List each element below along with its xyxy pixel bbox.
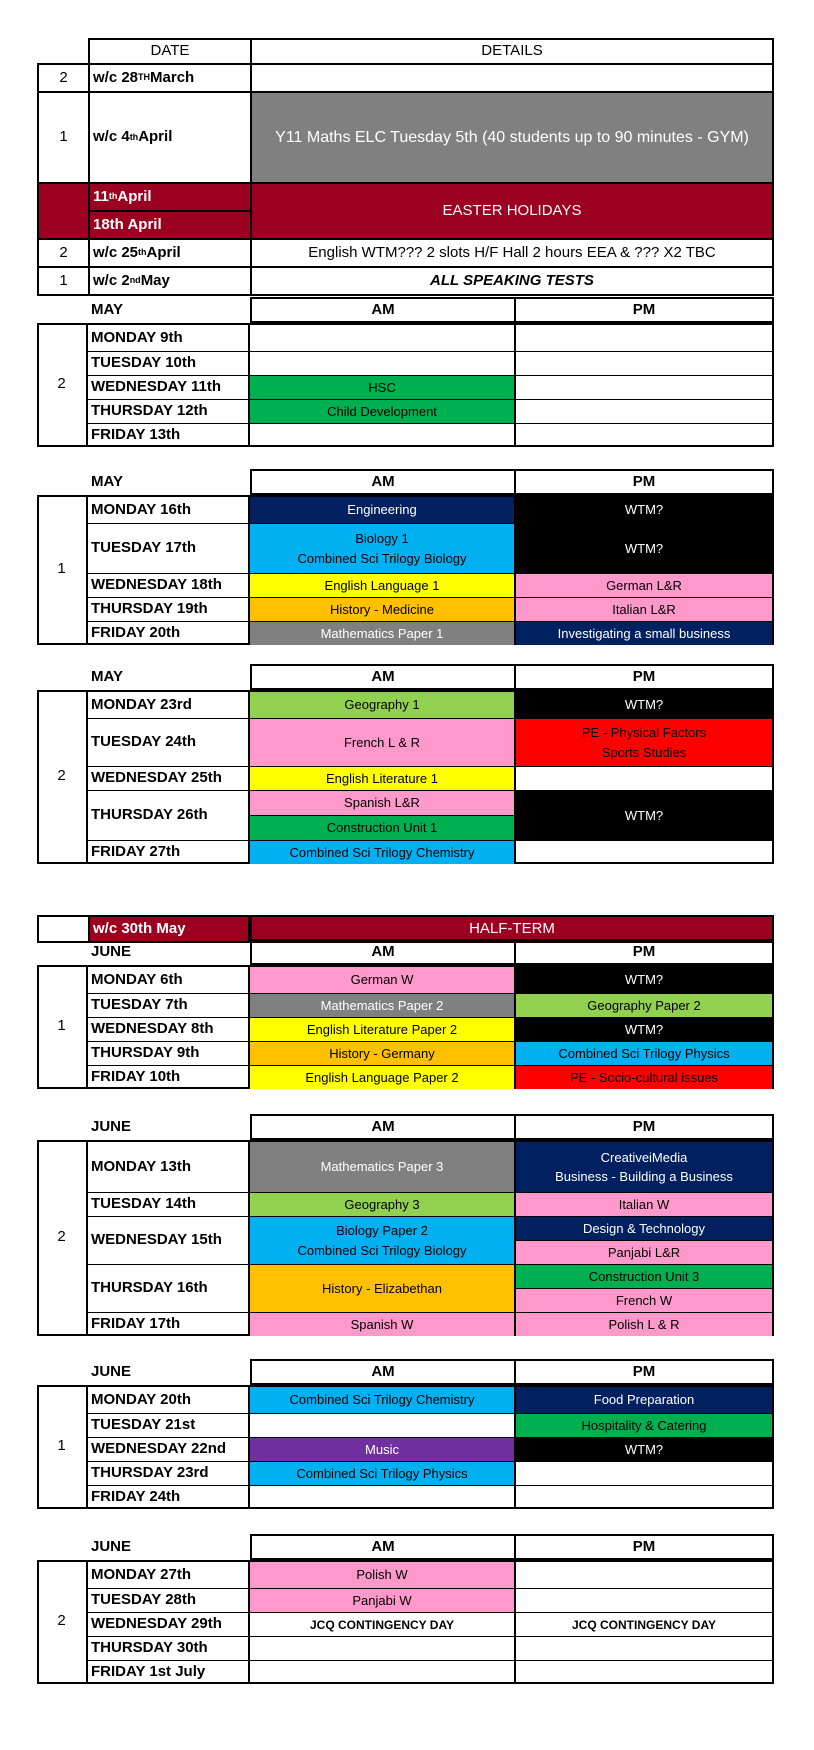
am-exam: Mathematics Paper 1: [250, 621, 514, 645]
week-commencing-date: w/c 25 th April: [88, 238, 252, 268]
month-header: MAY: [91, 667, 123, 685]
week-commencing-date: w/c 4 th April: [88, 91, 252, 184]
pm-exam: [514, 1660, 772, 1684]
pm-exam: [514, 351, 772, 375]
day-label: MONDAY 9th: [88, 325, 250, 351]
month-header: JUNE: [91, 1537, 132, 1555]
am-exam: JCQ CONTINGENCY DAY: [250, 1612, 514, 1636]
am-exam: Combined Sci Trilogy Chemistry: [250, 1387, 514, 1413]
week-number: 2: [37, 1560, 88, 1682]
day-label: WEDNESDAY 18th: [88, 573, 250, 597]
pm-exam: [514, 1461, 772, 1485]
pm-exam: WTM?: [514, 1437, 772, 1461]
pm-exam: Polish L & R: [514, 1312, 772, 1336]
am-exam: [250, 1660, 514, 1684]
details-cell: English WTM??? 2 slots H/F Hall 2 hours EEA & ??? X2 TBC: [250, 238, 774, 268]
week-number: 1: [37, 266, 90, 296]
day-label: WEDNESDAY 29th: [88, 1612, 250, 1636]
am-exam: [250, 423, 514, 447]
pm-exam: [514, 1485, 772, 1509]
pm-header: PM: [514, 469, 774, 495]
details-cell: ALL SPEAKING TESTS: [250, 266, 774, 296]
pm-exam: Construction Unit 3: [514, 1264, 772, 1288]
details-cell: Y11 Maths ELC Tuesday 5th (40 students up to 90 minutes - GYM): [250, 91, 774, 184]
am-exam: Mathematics Paper 2: [250, 993, 514, 1017]
day-label: WEDNESDAY 25th: [88, 766, 250, 790]
pm-exam: [514, 840, 772, 864]
details-cell: [250, 63, 774, 93]
day-label: TUESDAY 7th: [88, 993, 250, 1017]
day-label: THURSDAY 16th: [88, 1264, 250, 1312]
day-label: FRIDAY 10th: [88, 1065, 250, 1089]
am-exam: Engineering: [250, 497, 514, 523]
am-exam: [250, 1485, 514, 1509]
holiday-date: 11 th April: [88, 182, 252, 212]
am-exam: Spanish W: [250, 1312, 514, 1336]
month-header: MAY: [91, 300, 123, 318]
day-label: TUESDAY 24th: [88, 718, 250, 766]
week-number: 1: [37, 495, 88, 643]
day-label: WEDNESDAY 8th: [88, 1017, 250, 1041]
am-exam: English Literature Paper 2: [250, 1017, 514, 1041]
pm-exam: German L&R: [514, 573, 772, 597]
pm-header: PM: [514, 1534, 774, 1560]
pm-exam: PE - Socio-cultural issues: [514, 1065, 772, 1089]
pm-exam: WTM?: [514, 692, 772, 718]
am-exam: English Language Paper 2: [250, 1065, 514, 1089]
am-exam: Spanish L&R: [250, 790, 514, 815]
day-label: TUESDAY 17th: [88, 523, 250, 573]
am-exam: [250, 1413, 514, 1437]
pm-exam: Italian W: [514, 1192, 772, 1216]
pm-exam: French W: [514, 1288, 772, 1312]
am-exam: [250, 325, 514, 351]
am-exam: English Language 1: [250, 573, 514, 597]
am-exam: [250, 1636, 514, 1660]
am-exam: History - Elizabethan: [250, 1264, 514, 1312]
pm-header: PM: [514, 1114, 774, 1140]
day-label: MONDAY 23rd: [88, 692, 250, 718]
easter-holidays-label: EASTER HOLIDAYS: [442, 201, 582, 219]
day-label: MONDAY 6th: [88, 967, 250, 993]
pm-exam: Investigating a small business: [514, 621, 772, 645]
pm-header: PM: [514, 664, 774, 690]
pm-exam: Hospitality & Catering: [514, 1413, 772, 1437]
pm-exam: Italian L&R: [514, 597, 772, 621]
month-header: JUNE: [91, 1362, 132, 1380]
am-exam: Combined Sci Trilogy Chemistry: [250, 840, 514, 864]
week-number: 2: [37, 63, 90, 93]
am-exam: Polish W: [250, 1562, 514, 1588]
am-exam: English Literature 1: [250, 766, 514, 790]
pm-exam: PE - Physical Factors Sports Studies: [514, 718, 772, 766]
pm-exam: JCQ CONTINGENCY DAY: [514, 1612, 772, 1636]
pm-exam: CreativeiMedia Business - Building a Business: [514, 1142, 772, 1192]
pm-exam: Panjabi L&R: [514, 1240, 772, 1264]
pm-header: PM: [514, 297, 774, 323]
holiday-date: 18th April: [88, 210, 252, 240]
pm-header: PM: [514, 1359, 774, 1385]
am-header: AM: [250, 664, 516, 690]
pm-exam: WTM?: [514, 967, 772, 993]
pm-exam: WTM?: [514, 1017, 772, 1041]
pm-exam: [514, 1636, 772, 1660]
month-header: MAY: [91, 472, 123, 490]
day-label: MONDAY 20th: [88, 1387, 250, 1413]
am-exam: History - Germany: [250, 1041, 514, 1065]
am-exam: Mathematics Paper 3: [250, 1142, 514, 1192]
am-exam: Biology Paper 2 Combined Sci Trilogy Biology: [250, 1216, 514, 1264]
day-label: TUESDAY 10th: [88, 351, 250, 375]
am-header: AM: [250, 1359, 516, 1385]
pm-exam: WTM?: [514, 523, 772, 573]
week-number: 1: [37, 1385, 88, 1507]
am-exam: HSC: [250, 375, 514, 399]
day-label: THURSDAY 23rd: [88, 1461, 250, 1485]
day-label: THURSDAY 9th: [88, 1041, 250, 1065]
day-label: WEDNESDAY 15th: [88, 1216, 250, 1264]
day-label: THURSDAY 30th: [88, 1636, 250, 1660]
pm-exam: [514, 423, 772, 447]
day-label: FRIDAY 13th: [88, 423, 250, 447]
pm-exam: WTM?: [514, 497, 772, 523]
pm-exam: Design & Technology: [514, 1216, 772, 1240]
week-number: 2: [37, 323, 88, 445]
halfterm-label: HALF-TERM: [250, 915, 774, 943]
day-label: TUESDAY 14th: [88, 1192, 250, 1216]
am-exam: Music: [250, 1437, 514, 1461]
am-exam: Combined Sci Trilogy Physics: [250, 1461, 514, 1485]
day-label: THURSDAY 12th: [88, 399, 250, 423]
day-label: MONDAY 16th: [88, 497, 250, 523]
am-exam: Panjabi W: [250, 1588, 514, 1612]
day-label: TUESDAY 28th: [88, 1588, 250, 1612]
week-number: 1: [37, 965, 88, 1087]
am-header: AM: [250, 297, 516, 323]
pm-exam: WTM?: [514, 790, 772, 840]
day-label: WEDNESDAY 11th: [88, 375, 250, 399]
am-exam: Geography 3: [250, 1192, 514, 1216]
pm-exam: [514, 375, 772, 399]
pm-exam: [514, 1562, 772, 1588]
day-label: FRIDAY 17th: [88, 1312, 250, 1336]
pm-exam: Geography Paper 2: [514, 993, 772, 1017]
day-label: THURSDAY 19th: [88, 597, 250, 621]
am-header: AM: [250, 1114, 516, 1140]
am-header: AM: [250, 469, 516, 495]
am-exam: History - Medicine: [250, 597, 514, 621]
am-exam: French L & R: [250, 718, 514, 766]
date-header: DATE: [88, 38, 252, 65]
day-label: WEDNESDAY 22nd: [88, 1437, 250, 1461]
day-label: MONDAY 13th: [88, 1142, 250, 1192]
day-label: TUESDAY 21st: [88, 1413, 250, 1437]
day-label: MONDAY 27th: [88, 1562, 250, 1588]
pm-header: PM: [514, 939, 774, 965]
pm-exam: Food Preparation: [514, 1387, 772, 1413]
details-header: DETAILS: [250, 38, 774, 65]
am-exam: German W: [250, 967, 514, 993]
week-number: 2: [37, 690, 88, 862]
am-exam: Construction Unit 1: [250, 815, 514, 840]
month-header: JUNE: [91, 1117, 132, 1135]
month-header: JUNE: [91, 942, 132, 960]
am-exam: [250, 351, 514, 375]
day-label: FRIDAY 20th: [88, 621, 250, 645]
week-number: 2: [37, 238, 90, 268]
am-header: AM: [250, 1534, 516, 1560]
week-number: 2: [37, 1140, 88, 1334]
week-commencing-date: w/c 2 nd May: [88, 266, 252, 296]
halfterm-date: w/c 30th May: [88, 915, 250, 943]
week-commencing-date: w/c 28 TH March: [88, 63, 252, 93]
day-label: FRIDAY 1st July: [88, 1660, 250, 1684]
day-label: THURSDAY 26th: [88, 790, 250, 840]
week-number: 1: [37, 91, 90, 184]
pm-exam: [514, 399, 772, 423]
day-label: FRIDAY 24th: [88, 1485, 250, 1509]
pm-exam: [514, 1588, 772, 1612]
pm-exam: [514, 325, 772, 351]
day-label: FRIDAY 27th: [88, 840, 250, 864]
am-exam: Geography 1: [250, 692, 514, 718]
am-exam: Child Development: [250, 399, 514, 423]
am-header: AM: [250, 939, 516, 965]
pm-exam: [514, 766, 772, 790]
am-exam: Biology 1 Combined Sci Trilogy Biology: [250, 523, 514, 573]
pm-exam: Combined Sci Trilogy Physics: [514, 1041, 772, 1065]
